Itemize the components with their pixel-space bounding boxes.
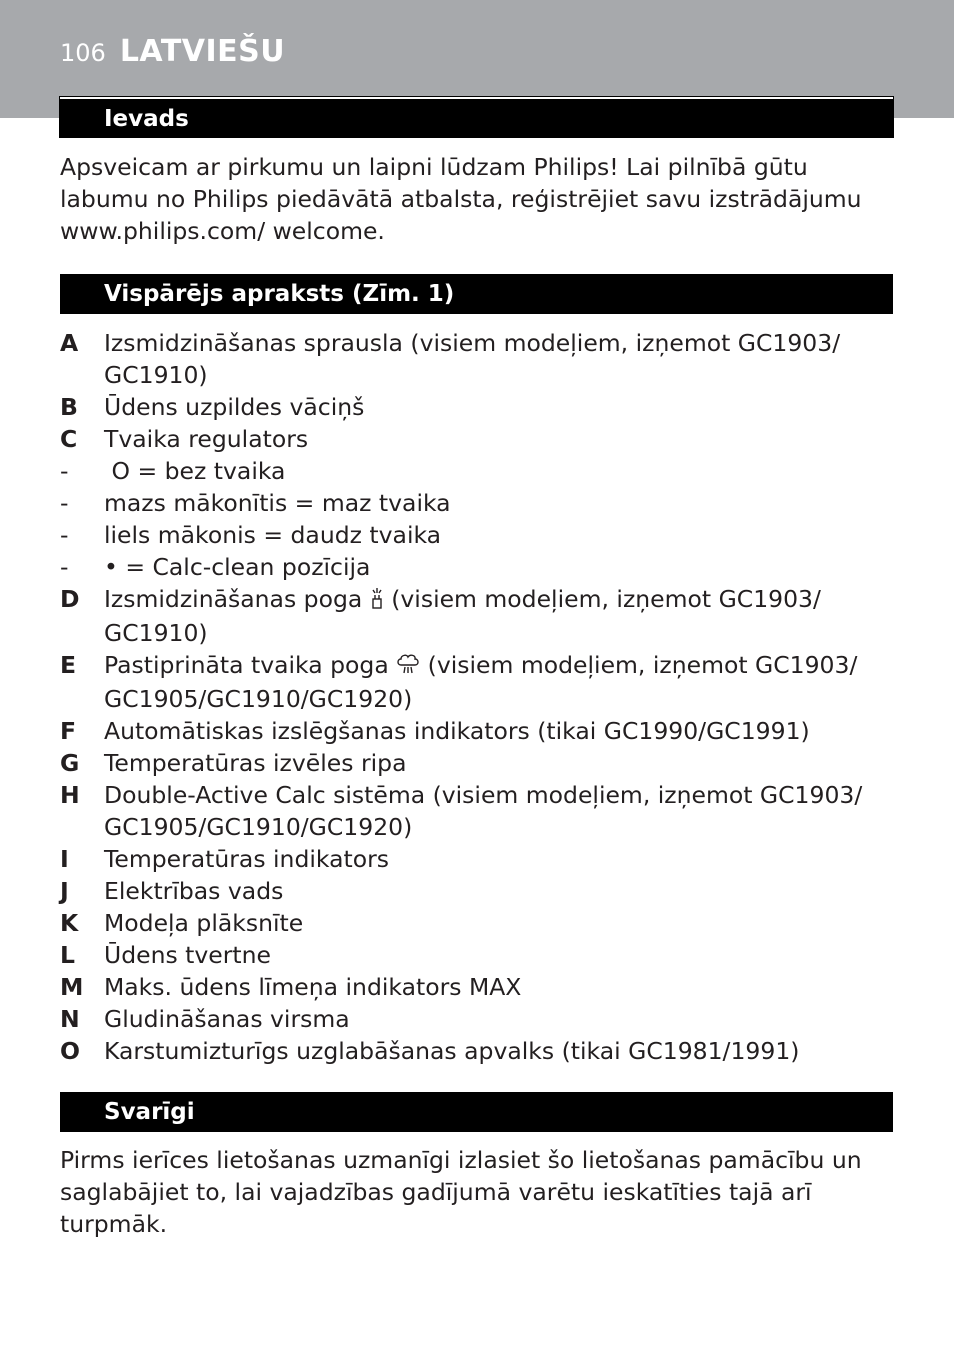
section-heading-general-description: Vispārējs apraksts (Zīm. 1) — [60, 274, 893, 314]
list-item-marker: C — [60, 425, 78, 453]
list-item-marker: O — [60, 1037, 80, 1065]
list-item — [60, 715, 900, 747]
list-item-text: Temperatūras izvēles ripa — [104, 749, 407, 777]
list-item-marker: K — [60, 909, 79, 937]
list-item-text: Gludināšanas virsma — [104, 1005, 350, 1033]
language-title: LATVIEŠU — [119, 34, 286, 69]
list-item — [60, 779, 900, 843]
list-item — [60, 487, 900, 519]
list-item-marker: N — [60, 1005, 80, 1033]
list-item-text: Tvaika regulators — [104, 425, 309, 453]
list-item-text: Maks. ūdens līmeņa indikators MAX — [104, 973, 522, 1001]
list-item-marker: E — [60, 651, 77, 679]
list-item — [60, 843, 900, 875]
list-item-text: Automātiskas izslēgšanas indikators (tikai GC1990/GC1991) — [104, 717, 810, 745]
list-item-marker: - — [60, 553, 69, 581]
list-item-text: Izsmidzināšanas sprausla (visiem modeļiem, izņemot GC1903/ GC1910) — [104, 329, 848, 389]
list-item-text-before: Pastiprināta tvaika poga — [104, 651, 397, 679]
list-item-text — [104, 649, 900, 715]
list-item-text: O = bez tvaika — [104, 457, 286, 485]
list-item-marker: H — [60, 781, 80, 809]
list-item-marker: - — [60, 489, 69, 517]
list-item — [60, 971, 900, 1003]
intro-paragraph: Apsveicam ar pirkumu un laipni lūdzam Philips! Lai pilnībā gūtu labumu no Philips piedāvātā atbalsta, reģistrējiet savu izstrādājumu www.philips.com/ welcome. — [60, 153, 862, 245]
list-item-marker: D — [60, 585, 80, 613]
list-item-text: Modeļa plāksnīte — [104, 909, 304, 937]
list-item — [60, 939, 900, 971]
list-item-text-before: Izsmidzināšanas poga — [104, 585, 370, 613]
list-item-marker: F — [60, 717, 77, 745]
list-item-text-after: (visiem modeļiem, izņemot GC1903/ GC1905/GC1910/GC1920) — [104, 651, 858, 713]
list-item-text: Ūdens uzpildes vāciņš — [104, 393, 365, 421]
list-item — [60, 747, 900, 779]
list-item-text: Double-Active Calc sistēma (visiem modeļiem, izņemot GC1903/ GC1905/GC1910/GC1920) — [104, 781, 870, 841]
list-item — [60, 391, 900, 423]
list-item — [60, 583, 900, 649]
list-item-marker: J — [60, 877, 69, 905]
list-item-marker: I — [60, 845, 69, 873]
list-item — [60, 327, 900, 391]
list-item-text: Elektrības vads — [104, 877, 284, 905]
list-item-text: liels mākonis = daudz tvaika — [104, 521, 442, 549]
part-description-list — [60, 327, 900, 1067]
list-item — [60, 649, 900, 715]
page-header — [60, 34, 285, 74]
list-item-text: Temperatūras indikators — [104, 845, 389, 873]
list-item — [60, 519, 900, 551]
page-number: 106 — [60, 39, 106, 67]
list-item-text-after: (visiem modeļiem, izņemot GC1903/ GC1910) — [104, 585, 821, 647]
list-item-marker: A — [60, 329, 79, 357]
list-item-marker: L — [60, 941, 75, 969]
spray-icon — [370, 585, 384, 617]
list-item — [60, 551, 900, 583]
list-item — [60, 907, 900, 939]
list-item — [60, 423, 900, 455]
list-item-marker: B — [60, 393, 78, 421]
list-item-marker: - — [60, 521, 69, 549]
list-item — [60, 1035, 900, 1067]
list-item-marker: G — [60, 749, 80, 777]
list-item-text: Karstumizturīgs uzglabāšanas apvalks (tikai GC1981/1991) — [104, 1037, 800, 1065]
list-item-text: • = Calc-clean pozīcija — [104, 553, 371, 581]
list-item — [60, 455, 900, 487]
list-item — [60, 1003, 900, 1035]
section-heading-important: Svarīgi — [60, 1092, 893, 1132]
list-item-text: Ūdens tvertne — [104, 941, 271, 969]
section-heading-intro: Ievads — [60, 97, 893, 137]
list-item-marker: - — [60, 457, 69, 485]
steam-shot-icon — [396, 651, 420, 683]
important-paragraph: Pirms ierīces lietošanas uzmanīgi izlasiet šo lietošanas pamācību un saglabājiet to, lai vajadzības gadījumā varētu ieskatīties tajā arī turpmāk. — [60, 1146, 862, 1238]
list-item-text: mazs mākonītis = maz tvaika — [104, 489, 451, 517]
list-item — [60, 875, 900, 907]
list-item-text — [104, 583, 900, 649]
list-item-marker: M — [60, 973, 84, 1001]
